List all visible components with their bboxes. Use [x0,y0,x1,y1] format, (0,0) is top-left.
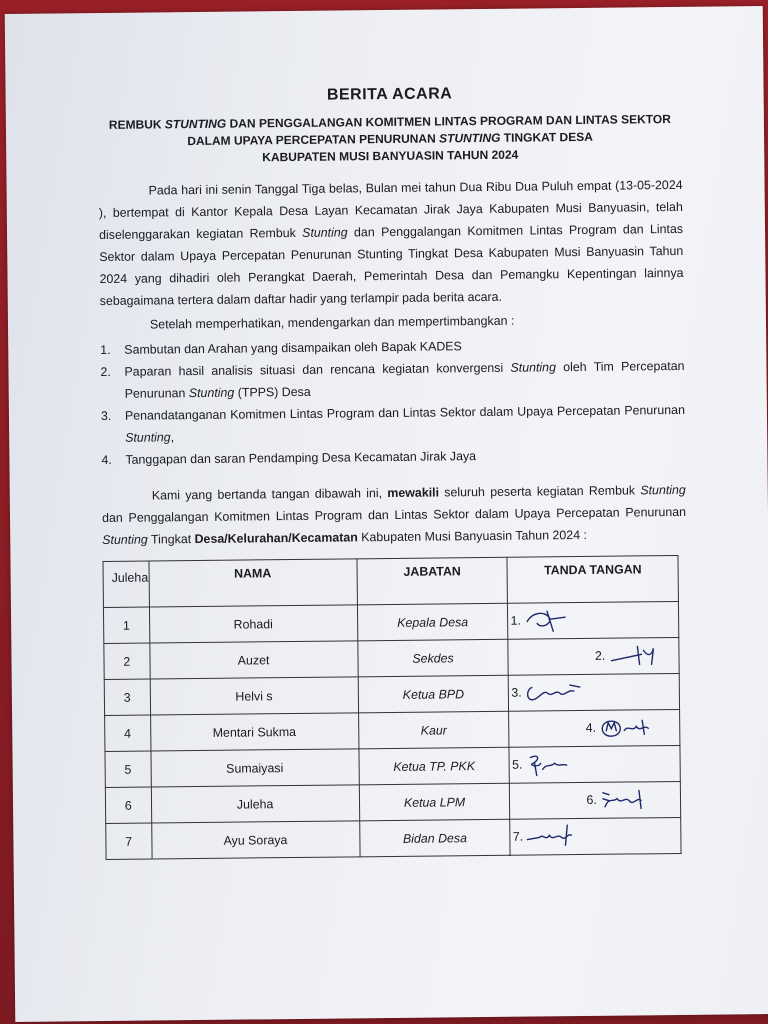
table-row [105,745,680,787]
attendee-role: Kepala Desa [357,603,508,641]
row-number: 2 [104,643,150,679]
row-number: 1 [103,607,149,643]
signature-cell [509,673,680,711]
row-number: 6 [105,787,151,823]
handwritten-signature [607,642,667,669]
signature-cell [509,709,680,747]
attendee-name: Auzet [149,641,357,679]
signature-number: 3. [511,685,522,700]
attendee-name: Ayu Soraya [151,821,359,859]
table-row [105,781,680,823]
signature-number: 5. [512,757,523,772]
attendee-role: Ketua LPM [359,783,510,821]
table-row [105,709,680,751]
signature [511,679,584,706]
column-header-signature: TANDA TANGAN [507,555,678,603]
closing-paragraph: Kami yang bertanda tangan dibawah ini, mewakili seluruh peserta kegiatan Rembuk Stunting dan Penggalangan Komitmen Lintas Program dan Lintas Sektor dalam Upaya Percepatan Penurunan Stunting Tingkat Desa/Kelurahan/Kecamatan Kabupaten Musi Banyuasin Tahun 2024 : [101,482,687,548]
attendee-name: Sumaiyasi [150,749,358,787]
handwritten-signature [524,751,584,778]
handwritten-signature [523,607,583,634]
row-number: 4 [105,715,151,751]
signature-number: 1. [510,613,521,628]
column-header-role: JABATAN [357,557,508,605]
document-body [98,83,690,860]
signature [512,751,585,778]
agenda-list [100,333,685,471]
signature-cell [510,817,681,855]
attendee-role: Ketua BPD [358,675,509,713]
table-row [104,637,679,679]
agenda-item: 4. Tanggapan dan saran Pendamping Desa Kecamatan Jirak Jaya [101,449,477,468]
attendee-role: Bidan Desa [359,819,510,857]
attendee-name: Mentari Sukma [150,713,358,751]
document-subtitle: REMBUK STUNTING DAN PENGGALANGAN KOMITMEN LINTAS PROGRAM DAN LINTAS SEKTOR DALAM UPAYA PERCEPATAN PENURUNAN STUNTING TINGKAT DESA [108,112,671,149]
table-row [104,673,679,715]
document-subtitle-region: KABUPATEN MUSI BANYUASIN TAHUN 2024 [262,147,519,165]
handwritten-signature [599,786,659,813]
handwritten-signature [598,714,658,741]
table-header-row [103,555,678,607]
attendance-rows [103,601,681,859]
attendee-name: Rohadi [149,605,357,643]
column-header-no: Juleha [103,561,149,607]
signature [513,823,586,850]
signature-cell [508,637,679,675]
signature [586,714,659,741]
signature-cell [509,745,680,783]
row-number: 7 [106,823,152,859]
row-number: 5 [105,751,151,787]
agenda-item: 2. Paparan hasil analisis situasi dan rencana kegiatan konvergensi Stunting oleh Tim Percepatan Penurunan Stunting (TPPS) Desa [100,358,685,401]
opening-paragraph: Pada hari ini senin Tanggal Tiga belas, Bulan mei tahun Dua Ribu Dua Puluh empat (13-05-2024 ), bertempat di Kantor Kepala Desa Layan Kecamatan Jirak Jaya Kabupaten Musi Banyuasin, telah diselenggarakan kegiatan Rembuk Stunting dan Penggalangan Komitmen Lintas Program dan Lintas Sektor dalam Upaya Percepatan Penurunan Stunting Tingkat Desa Kabupaten Musi Banyuasin Tahun 2024 yang dihadiri oleh Perangkat Daerah, Pemerintah Desa dan Pemangku Kepentingan lainnya sebagaimana tertera dalam daftar hadir yang terlampir pada berita acara. [98,177,684,309]
signature-number: 7. [512,829,524,844]
signature-number: 4. [585,720,597,735]
row-number: 3 [104,679,150,715]
attendance-table [102,555,681,860]
agenda-item: 3. Penandatanganan Komitmen Lintas Program dan Lintas Sektor dalam Upaya Percepatan Penurunan Stunting, [100,402,685,445]
handwritten-signature [524,679,584,706]
attendee-name: Helvi s [150,677,358,715]
signature-number: 2. [594,648,606,663]
attendee-name: Juleha [151,785,359,823]
signature-number: 6. [586,792,597,807]
handwritten-signature [525,823,585,850]
signature-cell [508,601,679,639]
paper-sheet [5,6,768,1022]
signature [586,786,659,813]
agenda-lead: Setelah memperhatikan, mendengarkan dan mempertimbangkan : [149,313,515,332]
table-row [106,817,681,859]
signature-cell [510,781,681,819]
document-title: BERITA ACARA [326,85,453,104]
table-row [103,601,678,643]
attendee-role: Kaur [358,711,509,749]
agenda-item: 1. Sambutan dan Arahan yang disampaikan oleh Bapak KADES [100,339,462,358]
signature [595,642,668,669]
signature [510,607,583,634]
attendee-role: Ketua TP. PKK [359,747,510,785]
attendee-role: Sekdes [357,639,508,677]
column-header-name: NAMA [148,559,357,607]
